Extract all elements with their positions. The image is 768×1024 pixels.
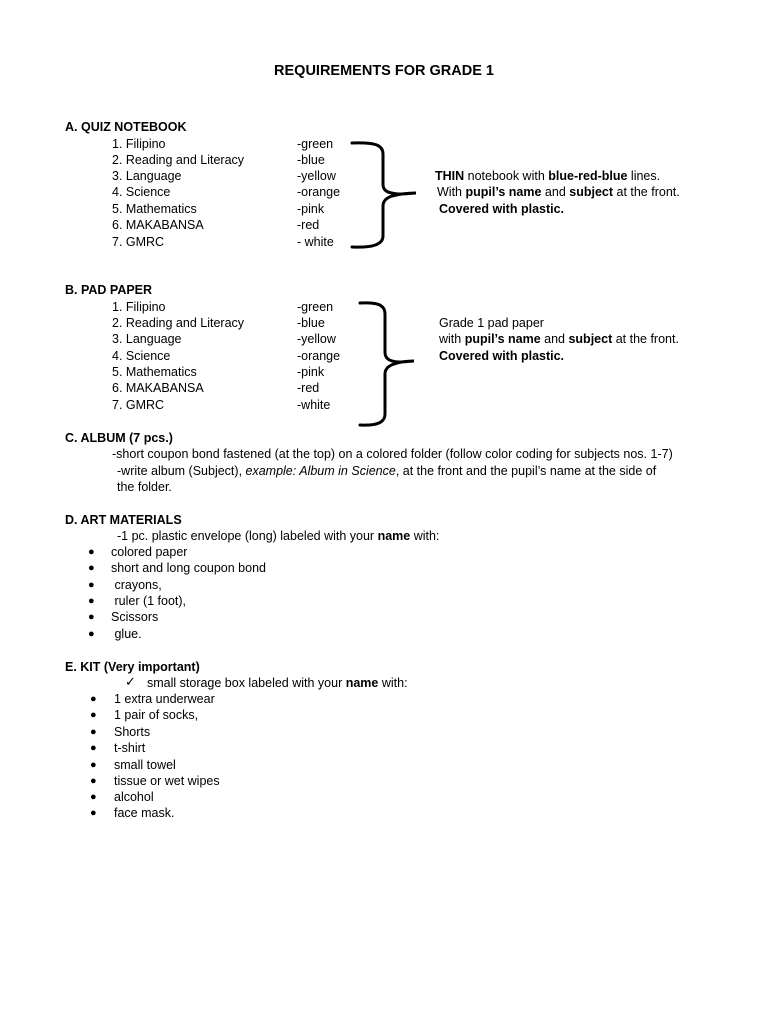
art-item-6: glue. [111, 627, 142, 641]
pad-color-4: -orange [297, 349, 341, 363]
bullet-icon: ● [88, 579, 95, 591]
pad-note-3: Covered with plastic. [439, 349, 565, 363]
art-item-4: ruler (1 foot), [111, 594, 187, 608]
kit-heading: E. KIT (Very important) [65, 660, 200, 674]
pad-color-6: -red [297, 381, 320, 395]
art-item-1: colored paper [111, 545, 188, 559]
bullet-icon: ● [90, 726, 97, 738]
quiz-color-6: -red [297, 218, 320, 232]
bullet-icon: ● [88, 628, 95, 640]
kit-item-2: 1 pair of socks, [114, 708, 199, 722]
pad-brace [358, 300, 418, 430]
bullet-icon: ● [88, 595, 95, 607]
quiz-subject-1: 1. Filipino [112, 137, 166, 151]
kit-item-7: alcohol [114, 790, 154, 804]
quiz-note-3: Covered with plastic. [439, 202, 565, 216]
quiz-subject-6: 6. MAKABANSA [112, 218, 204, 232]
kit-item-1: 1 extra underwear [114, 692, 215, 706]
pad-color-3: -yellow [297, 332, 336, 346]
art-heading: D. ART MATERIALS [65, 513, 182, 527]
kit-item-3: Shorts [114, 725, 151, 739]
album-line-2: -write album (Subject), example: Album in Science, at the front and the pupil’s name at the side of [117, 464, 657, 478]
pad-subject-5: 5. Mathematics [112, 365, 197, 379]
bullet-icon: ● [90, 742, 97, 754]
quiz-subject-4: 4. Science [112, 185, 171, 199]
pad-subject-3: 3. Language [112, 332, 182, 346]
quiz-color-3: -yellow [297, 169, 336, 183]
pad-subject-6: 6. MAKABANSA [112, 381, 204, 395]
kit-intro: small storage box labeled with your name with: [147, 676, 408, 690]
pad-subject-2: 2. Reading and Literacy [112, 316, 245, 330]
pad-color-1: -green [297, 300, 334, 314]
quiz-subject-2: 2. Reading and Literacy [112, 153, 245, 167]
quiz-note-2: With pupil’s name and subject at the front. [437, 185, 680, 199]
pad-color-5: -pink [297, 365, 325, 379]
quiz-subject-7: 7. GMRC [112, 235, 165, 249]
pad-heading: B. PAD PAPER [65, 283, 153, 297]
album-heading: C. ALBUM (7 pcs.) [65, 431, 173, 445]
quiz-note-1: THIN notebook with blue-red-blue lines. [435, 169, 661, 183]
pad-subject-7: 7. GMRC [112, 398, 165, 412]
kit-item-4: t-shirt [114, 741, 146, 755]
kit-item-8: face mask. [114, 806, 175, 820]
pad-subject-4: 4. Science [112, 349, 171, 363]
quiz-color-1: -green [297, 137, 334, 151]
bullet-icon: ● [88, 562, 95, 574]
bullet-icon: ● [90, 791, 97, 803]
bullet-icon: ● [88, 546, 95, 558]
quiz-color-4: -orange [297, 185, 341, 199]
kit-item-5: small towel [114, 758, 176, 772]
art-item-3: crayons, [111, 578, 162, 592]
bullet-icon: ● [90, 807, 97, 819]
bullet-icon: ● [90, 775, 97, 787]
quiz-color-7: - white [297, 235, 334, 249]
bullet-icon: ● [90, 759, 97, 771]
quiz-color-5: -pink [297, 202, 325, 216]
pad-note-1: Grade 1 pad paper [439, 316, 544, 330]
quiz-brace [350, 140, 420, 252]
bullet-icon: ● [90, 693, 97, 705]
quiz-color-2: -blue [297, 153, 325, 167]
pad-subject-1: 1. Filipino [112, 300, 166, 314]
album-line-3: the folder. [117, 480, 172, 494]
quiz-subject-5: 5. Mathematics [112, 202, 197, 216]
checkmark-icon: ✓ [125, 674, 136, 689]
quiz-heading: A. QUIZ NOTEBOOK [65, 120, 187, 134]
album-line-1: -short coupon bond fastened (at the top) on a colored folder (follow color coding for subjects nos. 1-7) [112, 447, 673, 461]
bullet-icon: ● [90, 709, 97, 721]
art-intro: -1 pc. plastic envelope (long) labeled with your name with: [117, 529, 440, 543]
pad-color-7: -white [297, 398, 331, 412]
art-item-5: Scissors [111, 610, 159, 624]
quiz-subject-3: 3. Language [112, 169, 182, 183]
page-title: REQUIREMENTS FOR GRADE 1 [274, 63, 494, 79]
pad-note-2: with pupil’s name and subject at the front. [439, 332, 679, 346]
pad-color-2: -blue [297, 316, 325, 330]
kit-item-6: tissue or wet wipes [114, 774, 220, 788]
art-item-2: short and long coupon bond [111, 561, 266, 575]
bullet-icon: ● [88, 611, 95, 623]
